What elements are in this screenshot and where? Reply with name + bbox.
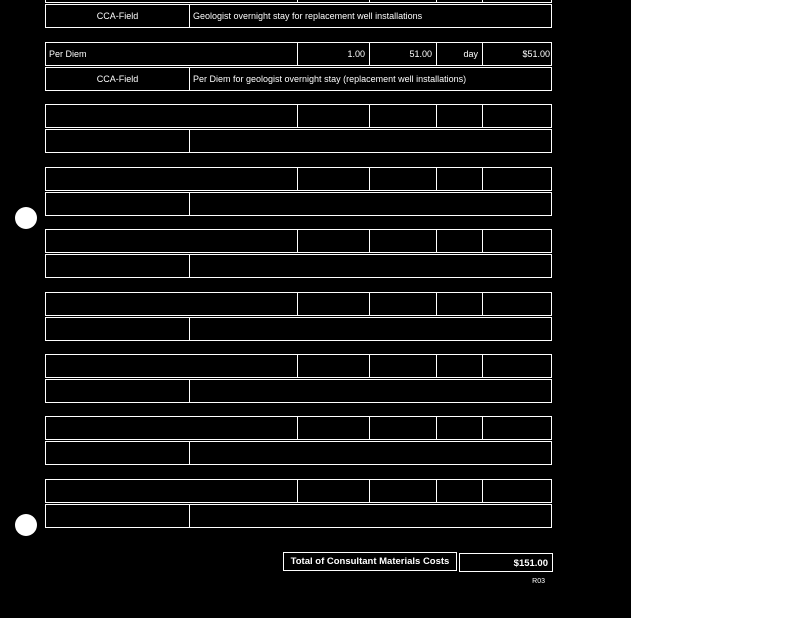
item-quantity — [297, 417, 369, 439]
item-note — [189, 505, 553, 527]
item-quantity: 1.00 — [297, 43, 369, 65]
item-quantity — [297, 293, 369, 315]
item-description — [46, 417, 297, 439]
item-amount: $51.00 — [482, 43, 553, 65]
item-rate — [369, 355, 436, 377]
line-item-note-row — [45, 317, 552, 341]
item-amount — [482, 230, 553, 252]
item-description — [46, 0, 297, 2]
item-rate — [369, 168, 436, 190]
cost-line-item — [45, 167, 554, 217]
item-rate — [369, 293, 436, 315]
item-note: Geologist overnight stay for replacement well installations — [189, 5, 553, 27]
line-item-note-row — [45, 379, 552, 403]
item-quantity — [297, 168, 369, 190]
item-description — [46, 293, 297, 315]
cost-line-item — [45, 416, 554, 466]
item-note: Per Diem for geologist overnight stay (replacement well installations) — [189, 68, 553, 90]
item-quantity — [297, 230, 369, 252]
item-category — [46, 255, 189, 277]
item-rate — [369, 417, 436, 439]
item-description — [46, 168, 297, 190]
cost-line-item — [45, 229, 554, 279]
cost-line-item — [45, 42, 554, 92]
item-rate — [369, 105, 436, 127]
item-rate: 51.00 — [369, 43, 436, 65]
item-unit — [436, 0, 482, 2]
line-item-note-row — [45, 129, 552, 153]
line-item-note-row — [45, 67, 552, 91]
total-label: Total of Consultant Materials Costs — [283, 552, 457, 571]
line-item-note-row — [45, 504, 552, 528]
item-amount — [482, 168, 553, 190]
line-item-detail-row — [45, 292, 552, 316]
item-quantity — [297, 105, 369, 127]
cost-line-item — [45, 354, 554, 404]
item-category: CCA-Field — [96, 74, 139, 84]
item-category — [46, 380, 189, 402]
item-category — [46, 442, 189, 464]
item-category — [46, 318, 189, 340]
item-unit — [436, 230, 482, 252]
line-item-note-row — [45, 4, 552, 28]
page-number: R03 — [532, 578, 545, 585]
item-unit — [436, 417, 482, 439]
item-amount — [482, 355, 553, 377]
item-unit: day — [436, 43, 482, 65]
binder-hole-icon — [15, 207, 37, 229]
cost-line-item — [45, 104, 554, 154]
binder-hole-icon — [15, 514, 37, 536]
line-item-note-row — [45, 254, 552, 278]
item-amount — [482, 480, 553, 502]
item-description — [46, 105, 297, 127]
item-unit — [436, 293, 482, 315]
item-amount — [482, 0, 553, 2]
item-description: Per Diem — [49, 49, 87, 59]
item-quantity — [297, 480, 369, 502]
total-section — [283, 552, 553, 572]
item-description — [46, 355, 297, 377]
cost-line-item — [45, 479, 554, 529]
line-item-detail-row — [45, 416, 552, 440]
line-item-detail-row — [45, 104, 552, 128]
item-amount — [482, 105, 553, 127]
line-item-detail-row — [45, 42, 552, 66]
item-quantity — [297, 355, 369, 377]
item-unit — [436, 480, 482, 502]
line-item-note-row — [45, 441, 552, 465]
item-rate — [369, 230, 436, 252]
total-value: $151.00 — [459, 553, 553, 572]
line-item-note-row — [45, 192, 552, 216]
cost-line-item — [45, 0, 554, 29]
line-item-detail-row — [45, 167, 552, 191]
item-rate — [369, 480, 436, 502]
item-note — [189, 130, 553, 152]
line-item-detail-row — [45, 354, 552, 378]
item-note — [189, 380, 553, 402]
item-quantity — [297, 0, 369, 2]
item-description — [46, 480, 297, 502]
item-amount — [482, 293, 553, 315]
item-note — [189, 318, 553, 340]
item-note — [189, 255, 553, 277]
item-unit — [436, 105, 482, 127]
line-item-detail-row — [45, 479, 552, 503]
item-description — [46, 230, 297, 252]
cost-line-item — [45, 292, 554, 342]
line-item-detail-row — [45, 0, 552, 3]
item-note — [189, 193, 553, 215]
item-category — [46, 130, 189, 152]
item-category — [46, 193, 189, 215]
item-category — [46, 505, 189, 527]
item-unit — [436, 355, 482, 377]
item-category: CCA-Field — [96, 11, 139, 21]
item-note — [189, 442, 553, 464]
item-rate — [369, 0, 436, 2]
item-unit — [436, 168, 482, 190]
item-amount — [482, 417, 553, 439]
line-item-detail-row — [45, 229, 552, 253]
